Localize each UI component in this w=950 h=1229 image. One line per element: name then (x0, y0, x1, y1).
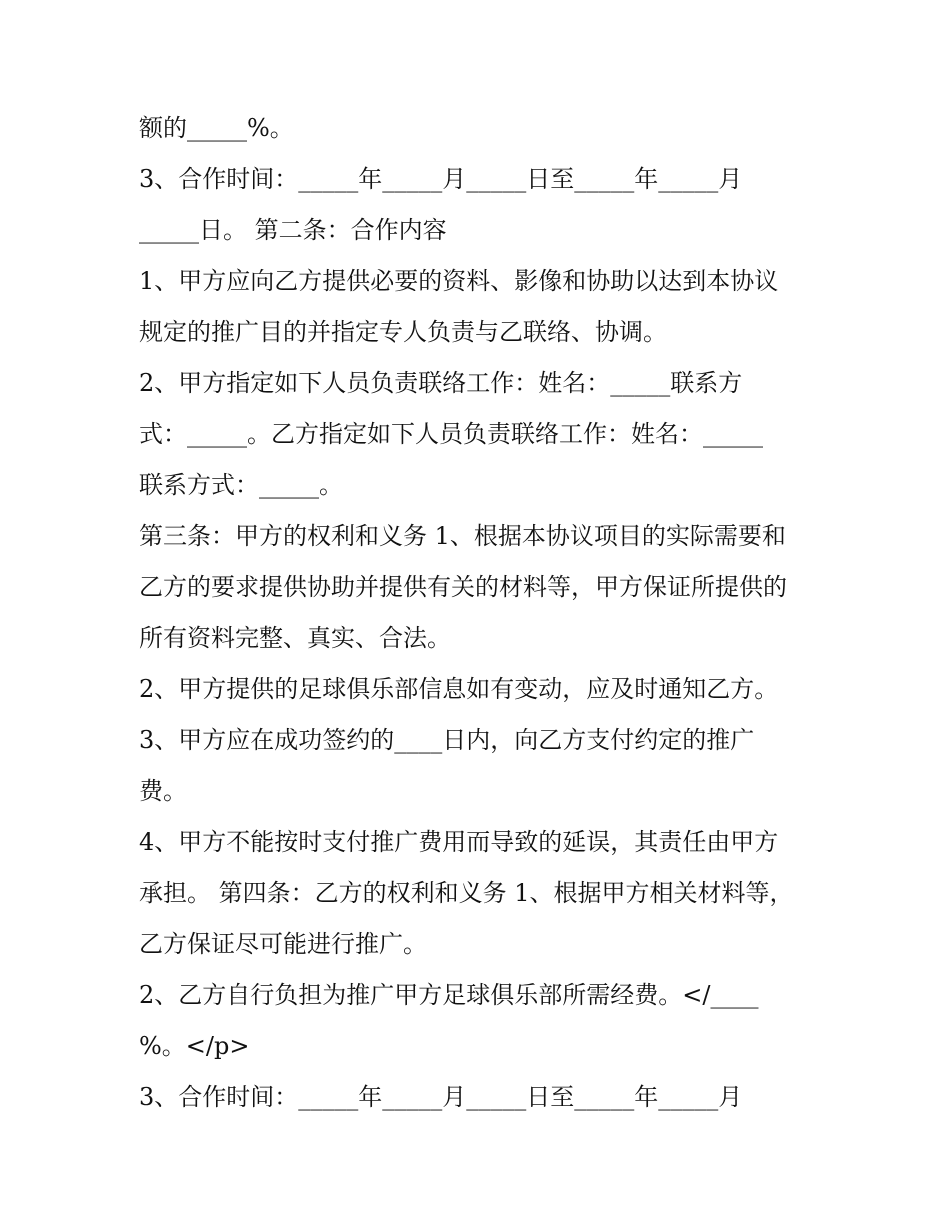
text-line: 联系方式：_____。 (139, 471, 343, 499)
text-line: %。</p> (139, 1032, 250, 1060)
text-line: 规定的推广目的并指定专人负责与乙联络、协调。 (139, 318, 667, 346)
text-line: 乙方保证尽可能进行推广。 (139, 930, 427, 958)
text-line: 所有资料完整、真实、合法。 (139, 624, 451, 652)
text-line: 2、甲方提供的足球俱乐部信息如有变动，应及时通知乙方。 (139, 675, 779, 703)
text-line: 1、甲方应向乙方提供必要的资料、影像和协助以达到本协议 (139, 267, 779, 295)
text-line: 承担。 第四条：乙方的权利和义务 1、根据甲方相关材料等， (139, 879, 794, 907)
text-line: 乙方的要求提供协助并提供有关的材料等，甲方保证所提供的 (139, 573, 787, 601)
contract-text (139, 103, 819, 1123)
text-line: 3、合作时间：_____年_____月_____日至_____年_____月 (139, 165, 743, 193)
text-line: 2、乙方自行负担为推广甲方足球俱乐部所需经费。</____ (139, 981, 759, 1009)
text-line: 费。 (139, 777, 187, 805)
text-line: 3、合作时间：_____年_____月_____日至_____年_____月 (139, 1083, 743, 1111)
text-line: _____日。 第二条：合作内容 (139, 216, 447, 244)
text-line: 2、甲方指定如下人员负责联络工作：姓名：_____联系方 (139, 369, 743, 397)
text-line: 式：_____。乙方指定如下人员负责联络工作：姓名：_____ (139, 420, 763, 448)
text-line: 额的_____%。 (139, 114, 294, 142)
text-line: 4、甲方不能按时支付推广费用而导致的延误，其责任由甲方 (139, 828, 779, 856)
text-line: 3、甲方应在成功签约的____日内，向乙方支付约定的推广 (139, 726, 755, 754)
text-line: 第三条：甲方的权利和义务 1、根据本协议项目的实际需要和 (139, 522, 786, 550)
